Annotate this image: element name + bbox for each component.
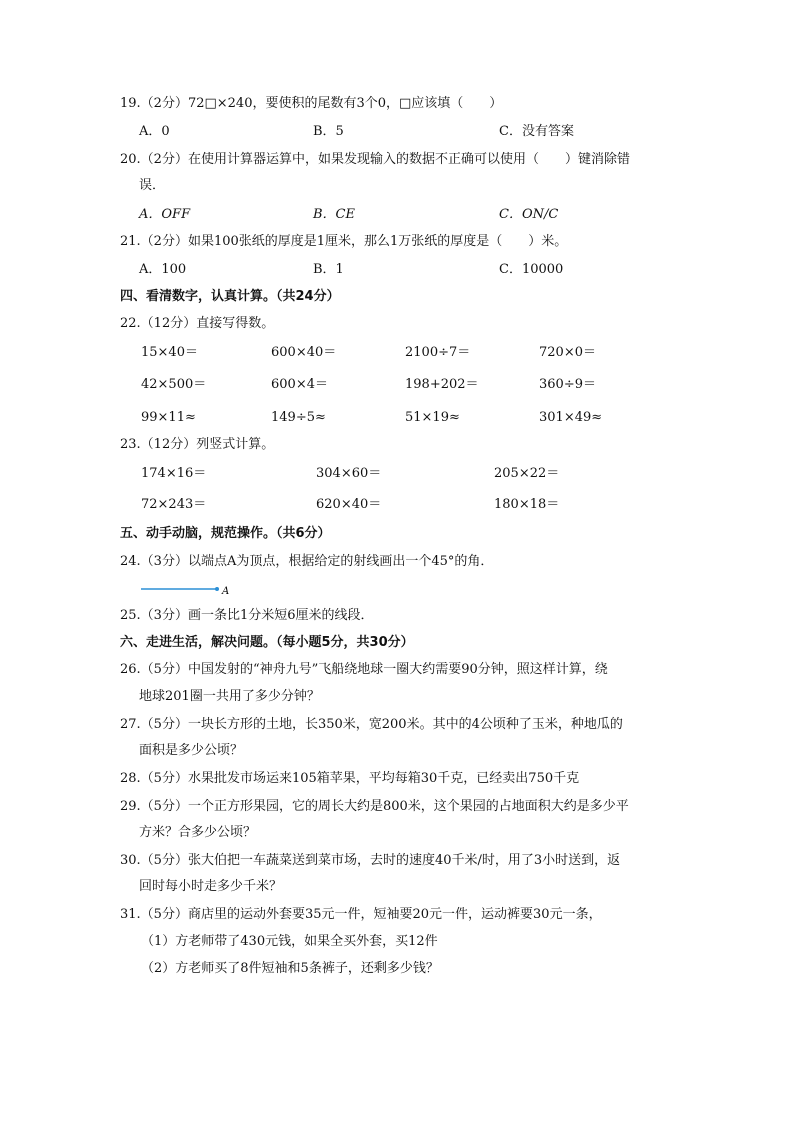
question-28: 28.（5分）水果批发市场运来105箱苹果，平均每箱30千克，已经卖出750千克	[120, 771, 580, 786]
q23-item: 180×18＝	[494, 497, 560, 512]
q22-item: 2100÷7＝	[405, 345, 471, 360]
q19-option-b: B．5	[313, 124, 344, 139]
q20-option-c: C．ON/C	[499, 207, 559, 222]
q21-option-a: A．100	[139, 262, 187, 277]
q21-option-c: C．10000	[499, 262, 564, 277]
q20-option-a: A．OFF	[139, 207, 191, 222]
q22-item: 360÷9＝	[539, 377, 596, 392]
question-22: 22.（12分）直接写得数。	[120, 316, 275, 331]
q22-item: 720×0＝	[539, 345, 596, 360]
section-4-title: 四、看清数字，认真计算。（共24分）	[120, 289, 340, 304]
q22-item: 42×500＝	[141, 377, 207, 392]
q22-item: 99×11≈	[141, 410, 196, 425]
question-30: 30.（5分）张大伯把一车蔬菜送到菜市场，去时的速度40千米/时，用了3小时送到，返	[120, 853, 621, 868]
q19-option-a: A．0	[139, 124, 170, 139]
section-5-title: 五、动手动脑，规范操作。（共6分）	[120, 526, 331, 541]
endpoint-label: A	[222, 586, 230, 597]
question-27-cont: 面积是多少公顷？	[139, 743, 244, 758]
q22-item: 198+202＝	[405, 377, 479, 392]
q19-option-c: C．没有答案	[499, 124, 574, 139]
question-25: 25.（3分）画一条比1分米短6厘米的线段．	[120, 608, 374, 623]
question-31: 31.（5分）商店里的运动外套要35元一件，短袖要20元一件，运动裤要30元一条，	[120, 907, 602, 922]
question-20: 20.（2分）在使用计算器运算中，如果发现输入的数据不正确可以使用（ ）键消除错	[120, 152, 630, 167]
q23-item: 174×16＝	[141, 466, 207, 481]
question-31-part-2: （2）方老师买了8件短袖和5条裤子，还剩多少钱？	[141, 961, 439, 976]
ray-figure	[141, 582, 241, 598]
q22-item: 600×40＝	[271, 345, 337, 360]
q23-item: 205×22＝	[494, 466, 560, 481]
endpoint-a	[215, 587, 219, 591]
q23-item: 620×40＝	[316, 497, 382, 512]
question-29: 29.（5分）一个正方形果园，它的周长大约是800米，这个果园的占地面积大约是多少平	[120, 799, 629, 814]
question-21: 21.（2分）如果100张纸的厚度是1厘米，那么1万张纸的厚度是（ ）米。	[120, 234, 568, 249]
question-26-cont: 地球201圈一共用了多少分钟？	[139, 689, 320, 704]
question-24: 24.（3分）以端点A为顶点，根据给定的射线画出一个45°的角．	[120, 554, 494, 569]
q22-item: 301×49≈	[539, 410, 603, 425]
q22-item: 15×40＝	[141, 345, 198, 360]
q21-option-b: B．1	[313, 262, 344, 277]
question-29-cont: 方米？合多少公顷？	[139, 825, 257, 840]
q22-item: 149÷5≈	[271, 410, 326, 425]
question-19: 19.（2分）72□×240，要使积的尾数有3个0，□应该填（ ）	[120, 96, 503, 111]
q20-option-b: B．CE	[313, 207, 355, 222]
section-6-title: 六、走进生活，解决问题。（每小题5分，共30分）	[120, 635, 414, 650]
q23-item: 72×243＝	[141, 497, 207, 512]
q22-item: 600×4＝	[271, 377, 328, 392]
question-23: 23.（12分）列竖式计算。	[120, 437, 275, 452]
question-30-cont: 回时每小时走多少千米？	[139, 879, 283, 894]
question-31-part-1: （1）方老师带了430元钱，如果全买外套，买12件	[141, 934, 438, 949]
q22-item: 51×19≈	[405, 410, 460, 425]
question-20-cont: 误．	[139, 178, 166, 193]
q23-item: 304×60＝	[316, 466, 382, 481]
question-27: 27.（5分）一块长方形的土地，长350米，宽200米。其中的4公顷种了玉米，种地瓜的	[120, 717, 623, 732]
question-26: 26.（5分）中国发射的“神舟九号”飞船绕地球一圈大约需要90分钟，照这样计算，绕	[120, 662, 608, 677]
